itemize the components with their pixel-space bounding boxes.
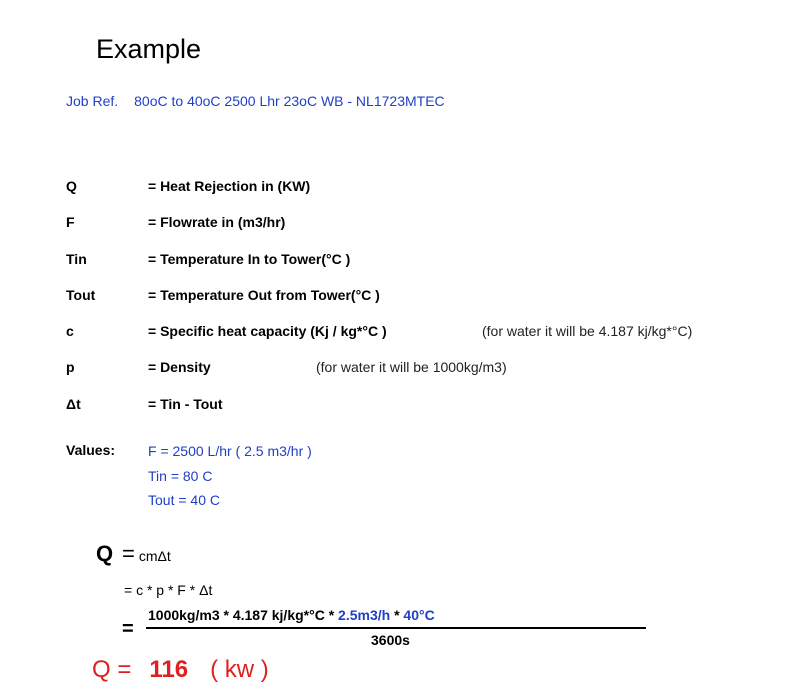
symbol-tin: Tin xyxy=(66,251,87,267)
definition-delta-t: = Tin - Tout xyxy=(148,396,223,412)
formula-cmdt: cmΔt xyxy=(138,548,171,564)
value-line-flow: F = 2500 L/hr ( 2.5 m3/hr ) xyxy=(148,443,312,459)
result-value: 116 xyxy=(149,656,189,683)
result-unit: ( kw ) xyxy=(210,656,269,683)
symbol-tout: Tout xyxy=(66,287,96,303)
values-label: Values: xyxy=(66,442,116,458)
formula-q: Q xyxy=(96,541,114,566)
job-ref-label: Job Ref. xyxy=(66,93,119,109)
page-title: Example xyxy=(96,34,202,64)
definition-tin: = Temperature In to Tower(°C ) xyxy=(148,251,351,267)
symbol-q: Q xyxy=(66,178,77,194)
note-p: (for water it will be 1000kg/m3) xyxy=(316,359,507,375)
job-ref-value: 80oC to 40oC 2500 Lhr 23oC WB - NL1723MTEC xyxy=(134,93,445,109)
symbol-c: c xyxy=(66,323,74,339)
definition-f: = Flowrate in (m3/hr) xyxy=(148,214,286,230)
result-lhs: Q = xyxy=(92,656,132,683)
job-reference xyxy=(66,93,445,109)
formula-line-3-eq-sign: = xyxy=(122,618,134,640)
value-line-tin: Tin = 80 C xyxy=(148,468,213,484)
formula-line-1 xyxy=(122,541,171,567)
symbol-p: p xyxy=(66,359,75,375)
fraction-line xyxy=(146,627,646,629)
definition-c: = Specific heat capacity (Kj / kg*°C ) xyxy=(148,323,387,339)
formula-numerator xyxy=(148,607,435,623)
numerator-flow: 2.5m3/h xyxy=(338,607,391,623)
note-c: (for water it will be 4.187 kj/kg*°C) xyxy=(482,323,693,339)
numerator-part-2: * xyxy=(390,607,404,623)
value-line-tout: Tout = 40 C xyxy=(148,492,220,508)
definition-p: = Density xyxy=(148,359,211,375)
definition-q: = Heat Rejection in (KW) xyxy=(148,178,311,194)
formula-denominator: 3600s xyxy=(371,632,410,648)
definition-tout: = Temperature Out from Tower(°C ) xyxy=(148,287,380,303)
numerator-delta-t: 40°C xyxy=(403,607,435,623)
symbol-delta-t: Δt xyxy=(66,396,81,412)
formula-line-2: = c * p * F * Δt xyxy=(124,582,213,598)
symbol-f: F xyxy=(66,214,75,230)
numerator-part-1: 1000kg/m3 * 4.187 kj/kg*°C * xyxy=(148,607,339,623)
formula-eq-sign: = xyxy=(122,541,135,566)
result-line xyxy=(92,656,269,684)
